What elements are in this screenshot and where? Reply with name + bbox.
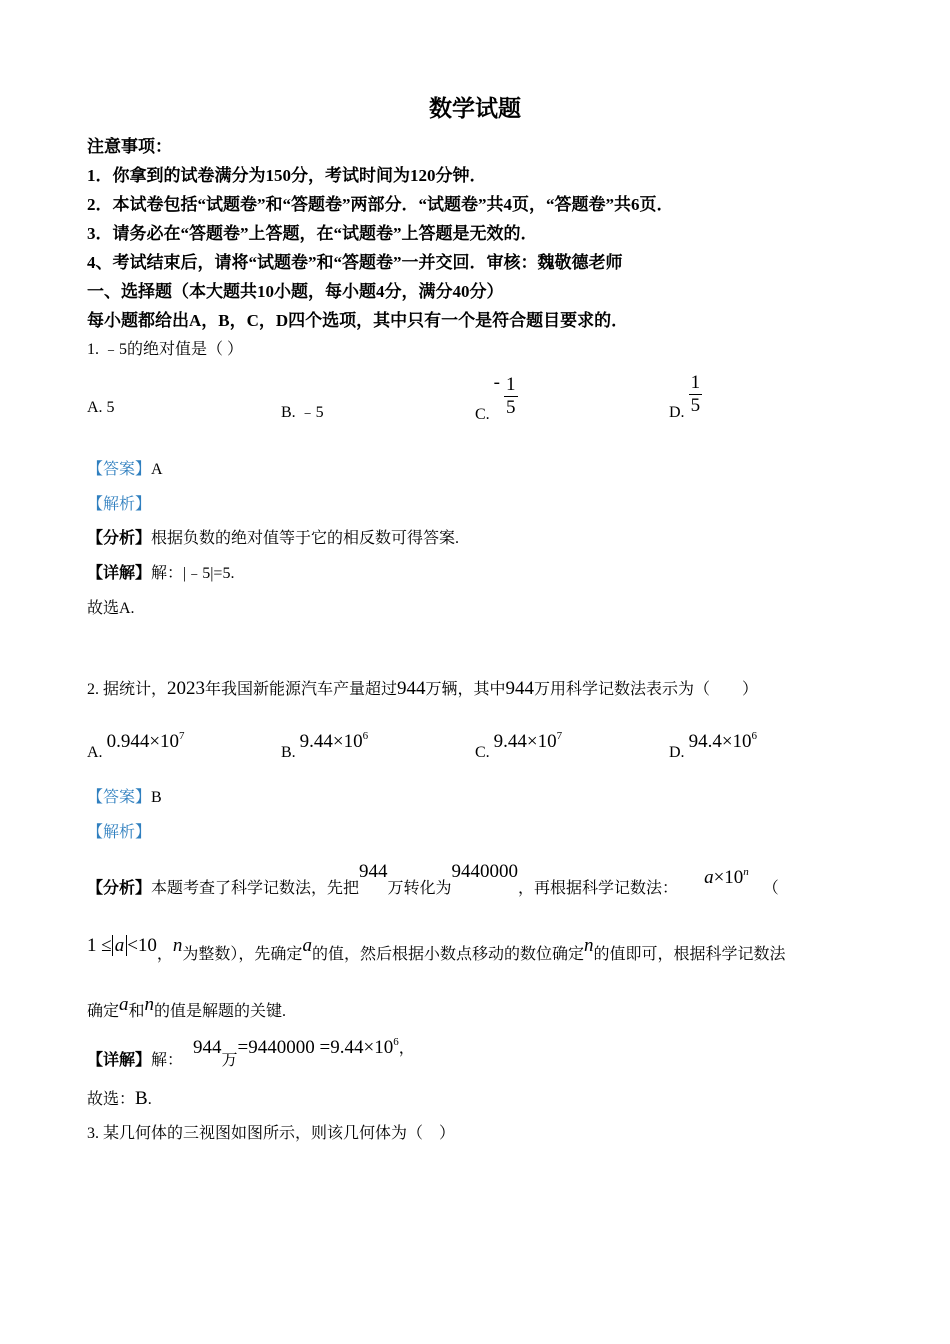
q2-xiangjie-equation: =9440000 =9.44×10 [237, 1037, 394, 1058]
q2-xiangjie-end: ， [398, 1040, 415, 1057]
q3-stem: 3. 某几何体的三视图如图所示，则该几何体为（ ） [87, 1125, 456, 1142]
q1-option-d-fraction [689, 372, 703, 417]
q2-option-a-base: 0.944×10 [106, 731, 180, 752]
q2-option-d-base: 94.4×10 [688, 731, 752, 752]
q2-stem-year: 2023 [167, 678, 206, 699]
q2-conclusion-answer: B [135, 1088, 148, 1109]
q2-xiangjie-unit: 万 [221, 1052, 238, 1069]
q1-option-c-fraction [504, 374, 518, 419]
q2-xiangjie-text: 解： [151, 1052, 184, 1069]
q1-option-c-label: C. [475, 406, 490, 423]
q2-option-d-exponent: 6 [751, 730, 758, 742]
q1-fenxi-tag: 【分析】 [87, 530, 152, 547]
q2-condition-lower: 1 ≤ [87, 935, 112, 956]
q2-fenxi-formula-a: a [704, 867, 714, 888]
notice-item-1: 1．你拿到的试卷满分为150分，考试时间为120分钟． [87, 166, 487, 185]
q2-fenxi-part-3: ，再根据科学记数法： [518, 880, 679, 897]
q2-option-b-label: B. [281, 744, 296, 761]
q2-option-a-exponent: 7 [179, 730, 185, 742]
q1-option-d-label: D. [669, 404, 685, 422]
q2-xiangjie-tag: 【详解】 [87, 1052, 152, 1069]
q2-fenxi-number-1: 944 [359, 861, 388, 882]
q2-xiangjie [87, 1028, 415, 1075]
notice-item-2: 2．本试卷包括“试题卷”和“答题卷”两部分．“试题卷”共4页，“答题卷”共6页． [87, 195, 674, 214]
q2-stem [87, 678, 758, 701]
q2-answer-tag: 【答案】 [87, 789, 152, 806]
q2-stem-part-1: 2. 据统计， [87, 681, 168, 698]
q2-fenxi-formula-base: ×10 [713, 867, 744, 888]
q1-option-b: B. ﹣5 [281, 404, 324, 421]
q1-option-c-numerator: 1 [506, 373, 516, 395]
q2-condition-text-1: 为整数），先确定 [182, 946, 303, 963]
q2-fenxi-number-2: 9440000 [451, 861, 519, 882]
q2-option-c [475, 730, 562, 762]
notice-item-4: 4、考试结束后，请将“试题卷”和“答题卷”一并交回．审核：魏敬德老师 [87, 253, 623, 272]
q2-key-a: a [119, 994, 129, 1015]
q2-condition-line [87, 932, 785, 969]
q2-conclusion-text: 故选： [87, 1091, 136, 1108]
q2-option-d [669, 730, 757, 762]
q1-xiangjie [87, 563, 234, 585]
q1-option-c-denominator: 5 [506, 396, 516, 418]
q2-key-text-1: 确定 [87, 1003, 120, 1020]
notice-heading: 注意事项： [87, 137, 172, 156]
q1-option-d [669, 372, 702, 422]
q2-condition-n-2: n [583, 935, 594, 956]
section-description: 每小题都给出A，B，C，D四个选项，其中只有一个是符合题目要求的． [87, 311, 629, 330]
q2-xiangjie-number: 944 [193, 1037, 222, 1058]
q1-xiangjie-text: 解：|﹣5|=5. [151, 565, 235, 582]
q2-option-c-exponent: 7 [556, 730, 563, 742]
q1-analysis-tag: 【解析】 [87, 496, 152, 513]
q2-option-a [87, 730, 185, 762]
q2-stem-number-1: 944 [397, 678, 426, 699]
q2-condition-upper: <10 [127, 935, 157, 956]
q2-fenxi-part-1: 本题考查了科学记数法，先把 [151, 880, 360, 897]
q2-stem-part-4: 万用科学记数法表示为（ ） [534, 681, 759, 698]
q2-option-b [281, 730, 368, 762]
q2-answer [87, 787, 162, 809]
q2-condition-n: n [172, 935, 183, 956]
q2-fenxi [87, 858, 779, 903]
q1-option-a: A. 5 [87, 399, 115, 416]
q2-condition-text-2: 的值，然后根据小数点移动的数位确定 [311, 946, 584, 963]
q2-xiangjie-exponent: 6 [393, 1036, 399, 1048]
q1-answer-value: A [151, 461, 163, 478]
q1-xiangjie-tag: 【详解】 [87, 565, 152, 582]
q2-conclusion [87, 1088, 152, 1111]
page-title: 数学试题 [429, 96, 521, 121]
q1-stem: 1. ﹣5的绝对值是（ ） [87, 341, 244, 358]
q2-fenxi-tag: 【分析】 [87, 880, 152, 897]
q1-option-d-denominator: 5 [690, 395, 701, 416]
q2-stem-number-2: 944 [505, 678, 535, 699]
q2-stem-part-2: 年我国新能源汽车产量超过 [205, 681, 398, 698]
q1-conclusion: 故选A. [87, 600, 135, 617]
q1-fenxi-text: 根据负数的绝对值等于它的相反数可得答案. [151, 530, 460, 547]
q2-key-text-3: 的值是解题的关键. [154, 1003, 287, 1020]
q2-option-a-label: A. [87, 744, 103, 761]
q2-stem-part-3: 万辆，其中 [425, 681, 506, 698]
q2-condition-text-3: 的值即可，根据科学记数法 [593, 946, 786, 963]
q2-analysis-tag: 【解析】 [87, 824, 152, 841]
q2-fenxi-part-2: 万转化为 [387, 880, 452, 897]
q1-option-d-numerator: 1 [690, 372, 701, 393]
q2-option-c-label: C. [475, 744, 490, 761]
section-heading: 一、选择题（本大题共10小题，每小题4分，满分40分） [87, 282, 504, 301]
q2-option-b-base: 9.44×10 [299, 731, 363, 752]
q2-condition-separator: ， [156, 946, 173, 963]
q2-condition-a: a [302, 935, 312, 956]
q2-conclusion-period: . [147, 1091, 152, 1108]
q1-fenxi [87, 528, 459, 550]
q2-option-d-label: D. [669, 744, 685, 761]
q2-key-line [87, 992, 286, 1025]
notice-item-3: 3．请务必在“答题卷”上答题，在“试题卷”上答题是无效的． [87, 224, 538, 243]
q1-answer [87, 459, 163, 481]
q2-key-n: n [144, 994, 155, 1015]
q1-option-c [475, 372, 518, 424]
q2-key-text-2: 和 [128, 1003, 145, 1020]
q2-option-b-exponent: 6 [362, 730, 369, 742]
q2-fenxi-formula-exponent: n [743, 866, 749, 878]
q1-option-c-sign: - [493, 372, 500, 393]
q2-option-c-base: 9.44×10 [493, 731, 557, 752]
q2-condition-abs-a: a [112, 935, 128, 956]
q2-answer-value: B [151, 789, 162, 806]
q1-answer-tag: 【答案】 [87, 461, 152, 478]
q2-fenxi-part-4: （ [762, 880, 779, 897]
